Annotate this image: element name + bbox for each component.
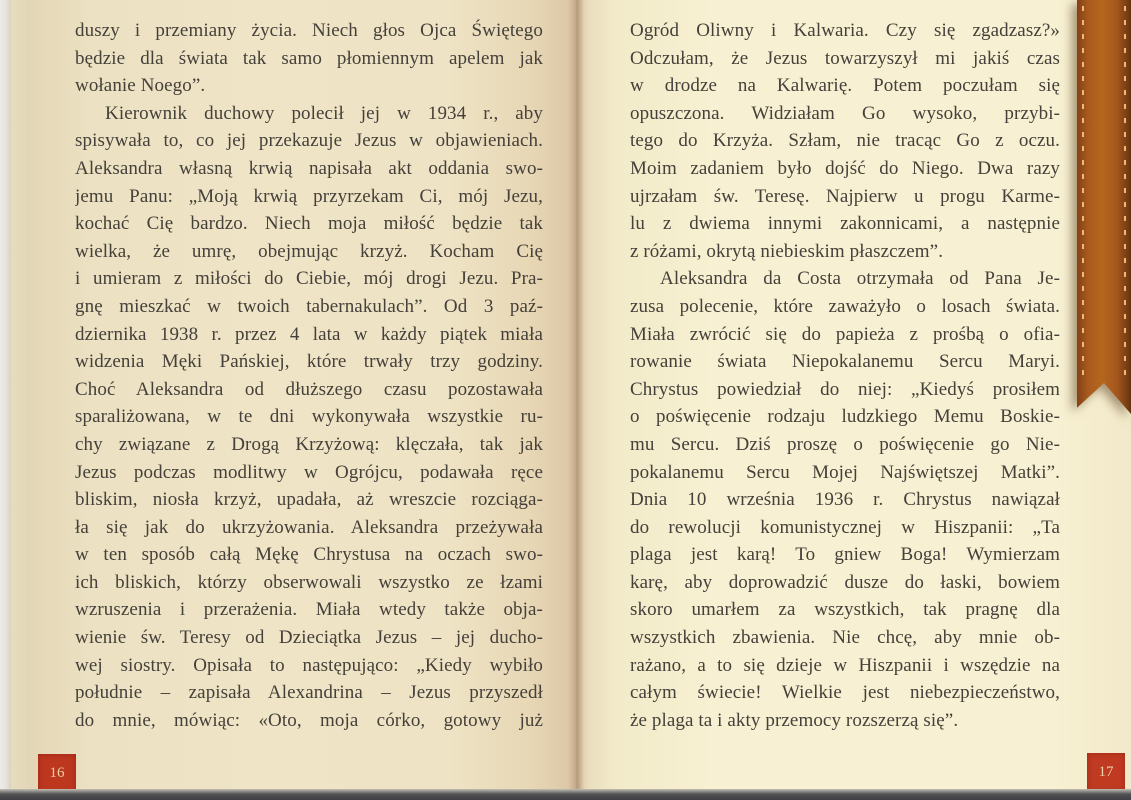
text-line: z różami, okrytą niebieskim płaszczem”.	[630, 240, 944, 262]
text-line: spisywała to, co jej przekazuje Jezus w objawieniach.	[75, 130, 543, 152]
text-line: Aleksandra własną krwią napisała akt oddania swo-	[75, 157, 543, 179]
text-line: ujrzałam św. Teresę. Najpierw u progu Karme-	[630, 185, 1060, 207]
text-line: pokalanemu Sercu Mojej Najświętszej Matki”.	[630, 461, 1060, 483]
text-line: lu z dwiema innymi zakonnicami, a następnie	[630, 213, 1060, 235]
text-line: bliskim, niosła krzyż, upadała, aż wreszcie rozciąga-	[75, 489, 543, 511]
text-line: Jezus podczas modlitwy w Ogrójcu, podawała ręce	[75, 461, 543, 483]
book-bottom-edge	[0, 789, 1131, 800]
page-number-badge-left: 16	[38, 754, 76, 793]
text-line: karę, aby doprowadzić dusze do łaski, bowiem	[630, 571, 1060, 593]
text-line: skoro umarłem za wszystkich, tak pragnę dla	[630, 599, 1060, 621]
text-line: do rewolucji komunistycznej w Hiszpanii: „Ta	[630, 516, 1060, 538]
text-line: i umieram z miłości do Ciebie, mój drogi Jezu. Pra-	[75, 268, 543, 290]
text-line: do mnie, mówiąc: «Oto, moja córko, gotowy już	[75, 709, 543, 731]
text-line: Aleksandra da Costa otrzymała od Pana Je-	[660, 268, 1060, 290]
text-line: wszystkich zbawienia. Nie chcę, aby mnie ob-	[630, 627, 1060, 649]
ribbon-stitching-right	[1124, 6, 1126, 384]
text-line: Dnia 10 września 1936 r. Chrystus nawiązał	[630, 489, 1060, 511]
text-line: całym świecie! Wielkie jest niebezpieczeństwo,	[630, 682, 1060, 704]
text-line: wzruszenia i przerażenia. Miała wtedy także obja-	[75, 599, 543, 621]
text-line: ich bliskich, którzy obserwowali wszystko ze łzami	[75, 571, 543, 593]
text-line: w ten sposób całą Mękę Chrystusa na oczach swo-	[75, 544, 543, 566]
text-line: Moim zadaniem było dojść do Niego. Dwa razy	[630, 157, 1060, 179]
right-page-text	[630, 17, 1060, 734]
text-line: rowanie świata Niepokalanemu Sercu Maryi.	[630, 351, 1060, 373]
text-line: wej siostry. Opisała to następująco: „Kiedy wybiło	[75, 654, 543, 676]
text-line: zusa polecenie, które zaważyło o losach świata.	[630, 295, 1060, 317]
text-line: mu Sercu. Dziś proszę o poświęcenie go Nie-	[630, 433, 1060, 455]
text-line: będzie dla świata tak samo płomiennym apelem jak	[75, 47, 543, 69]
text-line: wołanie Noego”.	[75, 75, 206, 97]
text-line: Chrystus powiedział do niej: „Kiedyś prosiłem	[630, 378, 1060, 400]
text-line: wielka, że umrę, obejmując krzyż. Kocham Cię	[75, 240, 543, 262]
text-line: widzenia Męki Pańskiej, które trwały trzy godziny.	[75, 351, 543, 373]
text-line: wienie św. Teresy od Dzieciątka Jezus – jej ducho-	[75, 627, 543, 649]
text-line: dziernika 1938 r. przez 4 lata w każdy piątek miała	[75, 323, 543, 345]
text-line: Miała zwrócić się do papieża z prośbą o ofia-	[630, 323, 1060, 345]
left-page-text	[75, 17, 543, 734]
page-number-badge-right: 17	[1087, 753, 1125, 792]
text-line: że plaga ta i akty przemocy rozszerzą się”.	[630, 709, 959, 731]
page-edge-highlight	[0, 0, 11, 790]
text-line: chy związane z Drogą Krzyżową: klęczała, tak jak	[75, 433, 543, 455]
text-line: w drodze na Kalwarię. Potem poczułam się	[630, 75, 1060, 97]
text-line: rażano, a to się dzieje w Hiszpanii i wszędzie na	[630, 654, 1060, 676]
text-line: jemu Panu: „Moją krwią przyrzekam Ci, mój Jezu,	[75, 185, 543, 207]
text-line: Kierownik duchowy polecił jej w 1934 r., aby	[105, 102, 543, 124]
bookmark-ribbon	[1077, 0, 1131, 414]
text-line: tego do Krzyża. Szłam, nie tracąc Go z oczu.	[630, 130, 1060, 152]
text-line: plaga jest karą! To gniew Boga! Wymierzam	[630, 544, 1060, 566]
text-line: Odczułam, że Jezus towarzyszył mi jakiś czas	[630, 47, 1060, 69]
text-line: Ogród Oliwny i Kalwaria. Czy się zgadzasz?»	[630, 20, 1060, 41]
text-line: Choć Aleksandra od dłuższego czasu pozostawała	[75, 378, 543, 400]
text-line: sparaliżowana, w te dni wykonywała wszystkie ru-	[75, 406, 543, 428]
text-line: ła się jak do ukrzyżowania. Aleksandra przeżywała	[75, 516, 543, 538]
page-gutter-shadow	[568, 0, 584, 790]
text-line: południe – zapisała Alexandrina – Jezus przyszedł	[75, 682, 543, 704]
text-line: gnę mieszkać w twoich tabernakulach”. Od 3 paź-	[75, 295, 543, 317]
bookmark-ribbon-shape	[1077, 0, 1131, 414]
ribbon-stitching-left	[1082, 6, 1084, 384]
text-line: o poświęcenie rodzaju ludzkiego Memu Boskie-	[630, 406, 1060, 428]
text-line: duszy i przemiany życia. Niech głos Ojca Świętego	[75, 20, 543, 41]
text-line: opuszczona. Widziałam Go wysoko, przybi-	[630, 102, 1060, 124]
text-line: kochać Cię bardzo. Niech moja miłość będzie tak	[75, 213, 543, 235]
